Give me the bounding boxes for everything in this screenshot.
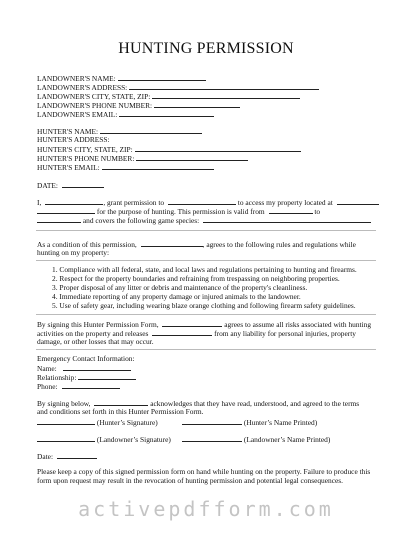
landowner-phone-field[interactable] bbox=[154, 100, 240, 108]
condition-text: As a condition of this permission, bbox=[37, 240, 137, 249]
game-species-field[interactable] bbox=[203, 215, 371, 223]
hunter-name-field[interactable] bbox=[100, 126, 202, 134]
waiver-text: agrees to assume all risks associated with hunting bbox=[224, 320, 372, 329]
landowner-grant-field[interactable] bbox=[45, 197, 103, 205]
property-location-continued-field[interactable] bbox=[37, 206, 95, 214]
emergency-name-field[interactable] bbox=[63, 363, 131, 371]
footer-notice-line-2: form upon request may result in the revocation of hunting permission and potential legal consequences. bbox=[37, 476, 344, 485]
emergency-phone-label: Phone: bbox=[37, 382, 58, 391]
landowner-address-field[interactable] bbox=[129, 82, 319, 90]
landowner-printed-name-label: (Landowner’s Name Printed) bbox=[243, 435, 331, 444]
divider bbox=[36, 349, 376, 350]
hunter-city-field[interactable] bbox=[135, 144, 301, 152]
landowner-name-field[interactable] bbox=[118, 73, 206, 81]
emergency-phone-line bbox=[37, 381, 120, 392]
signing-date-line bbox=[37, 451, 97, 462]
rule-item: 4. Immediate reporting of any property damage or injured animals to the landowner. bbox=[52, 292, 301, 301]
emergency-name-label: Name: bbox=[37, 364, 57, 373]
divider bbox=[36, 314, 376, 315]
signing-text: By signing below, bbox=[37, 399, 91, 408]
hunter-printed-name-field[interactable] bbox=[182, 417, 242, 425]
landowner-city-field[interactable] bbox=[152, 91, 300, 99]
rule-item: 2. Respect for the property boundaries and refraining from trespassing on neighboring properties. bbox=[52, 274, 340, 283]
condition-text: , agrees to the following rules and regulations while bbox=[202, 240, 356, 249]
waiver-hunter-field[interactable] bbox=[162, 319, 222, 327]
condition-hunter-field[interactable] bbox=[141, 239, 203, 247]
signing-line-2: and conditions set forth in this Hunter Permission Form. bbox=[37, 407, 204, 416]
watermark: activepdfform.com bbox=[78, 497, 334, 521]
rule-item: 3. Proper disposal of any litter or debris and maintenance of the property's cleanliness. bbox=[52, 283, 308, 292]
hunter-email-line bbox=[37, 162, 214, 173]
landowner-phone-label: LANDOWNER'S PHONE NUMBER: bbox=[37, 101, 153, 110]
footer-notice-line-1: Please keep a copy of this signed permission form on hand while hunting on the property. Failure to produce this bbox=[37, 467, 371, 476]
hunter-signature-label: (Hunter’s Signature) bbox=[96, 418, 158, 427]
hunter-address-label: HUNTER'S ADDRESS: bbox=[37, 135, 110, 144]
emergency-heading: Emergency Contact Information: bbox=[37, 354, 135, 363]
landowner-printed-name-row bbox=[182, 434, 330, 445]
signing-date-field[interactable] bbox=[57, 451, 97, 459]
landowner-email-field[interactable] bbox=[119, 109, 214, 117]
emergency-phone-field[interactable] bbox=[62, 381, 120, 389]
landowner-city-label: LANDOWNER'S CITY, STATE, ZIP: bbox=[37, 92, 151, 101]
waiver-text: from any liability for personal injuries, property bbox=[214, 329, 356, 338]
waiver-landowner-field[interactable] bbox=[152, 328, 212, 336]
rule-item: 1. Compliance with all federal, state, and local laws and regulations pertaining to hunting and firearms. bbox=[52, 265, 357, 274]
hunter-grant-field[interactable] bbox=[168, 197, 236, 205]
property-location-field[interactable] bbox=[337, 197, 379, 205]
permission-text: to bbox=[314, 207, 321, 216]
valid-from-field[interactable] bbox=[269, 206, 313, 214]
hunter-signature-field[interactable] bbox=[37, 417, 95, 425]
hunter-phone-label: HUNTER'S PHONE NUMBER: bbox=[37, 154, 135, 163]
permission-line-3 bbox=[37, 215, 371, 226]
permission-text: for the purpose of hunting. This permission is valid from bbox=[96, 207, 265, 216]
divider bbox=[36, 260, 376, 261]
landowner-email-label: LANDOWNER'S EMAIL: bbox=[37, 110, 118, 119]
signing-hunter-field[interactable] bbox=[94, 398, 148, 406]
hunter-printed-name-label: (Hunter’s Name Printed) bbox=[243, 418, 318, 427]
document-title: HUNTING PERMISSION bbox=[118, 40, 294, 57]
date-line bbox=[37, 180, 104, 191]
rule-item: 5. Use of safety gear, including wearing blaze orange clothing and following firearm safety guidelines. bbox=[52, 301, 356, 310]
condition-line-2: hunting on my property: bbox=[37, 248, 110, 257]
permission-text: , grant permission to bbox=[103, 198, 165, 207]
permission-text: to access my property located at bbox=[237, 198, 333, 207]
divider bbox=[36, 230, 376, 231]
permission-text: I, bbox=[37, 198, 42, 207]
emergency-relationship-field[interactable] bbox=[78, 372, 136, 380]
landowner-signature-field[interactable] bbox=[37, 434, 95, 442]
signing-date-label: Date: bbox=[37, 452, 54, 461]
hunter-phone-field[interactable] bbox=[136, 153, 248, 161]
landowner-signature-row bbox=[37, 434, 171, 445]
landowner-signature-label: (Landowner’s Signature) bbox=[96, 435, 171, 444]
landowner-address-label: LANDOWNER'S ADDRESS: bbox=[37, 83, 128, 92]
permission-text: and covers the following game species: bbox=[82, 216, 200, 225]
emergency-relationship-label: Relationship: bbox=[37, 373, 77, 382]
landowner-printed-name-field[interactable] bbox=[182, 434, 242, 442]
signing-text: acknowledges that they have read, understood, and agreed to the terms bbox=[150, 399, 360, 408]
waiver-text: By signing this Hunter Permission Form, bbox=[37, 320, 159, 329]
hunter-city-label: HUNTER'S CITY, STATE, ZIP: bbox=[37, 145, 133, 154]
hunter-printed-name-row bbox=[182, 417, 317, 428]
hunter-signature-row bbox=[37, 417, 158, 428]
date-field[interactable] bbox=[62, 180, 104, 188]
date-label: DATE: bbox=[37, 181, 58, 190]
waiver-line-3: damage, or other losses that may occur. bbox=[37, 337, 154, 346]
hunter-name-label: HUNTER'S NAME: bbox=[37, 127, 99, 136]
landowner-email-line bbox=[37, 109, 214, 120]
hunter-email-field[interactable] bbox=[102, 162, 214, 170]
waiver-text: activities on the property and releases bbox=[37, 329, 149, 338]
valid-to-field[interactable] bbox=[37, 215, 81, 223]
landowner-name-label: LANDOWNER'S NAME: bbox=[37, 74, 116, 83]
hunter-email-label: HUNTER'S EMAIL: bbox=[37, 163, 100, 172]
